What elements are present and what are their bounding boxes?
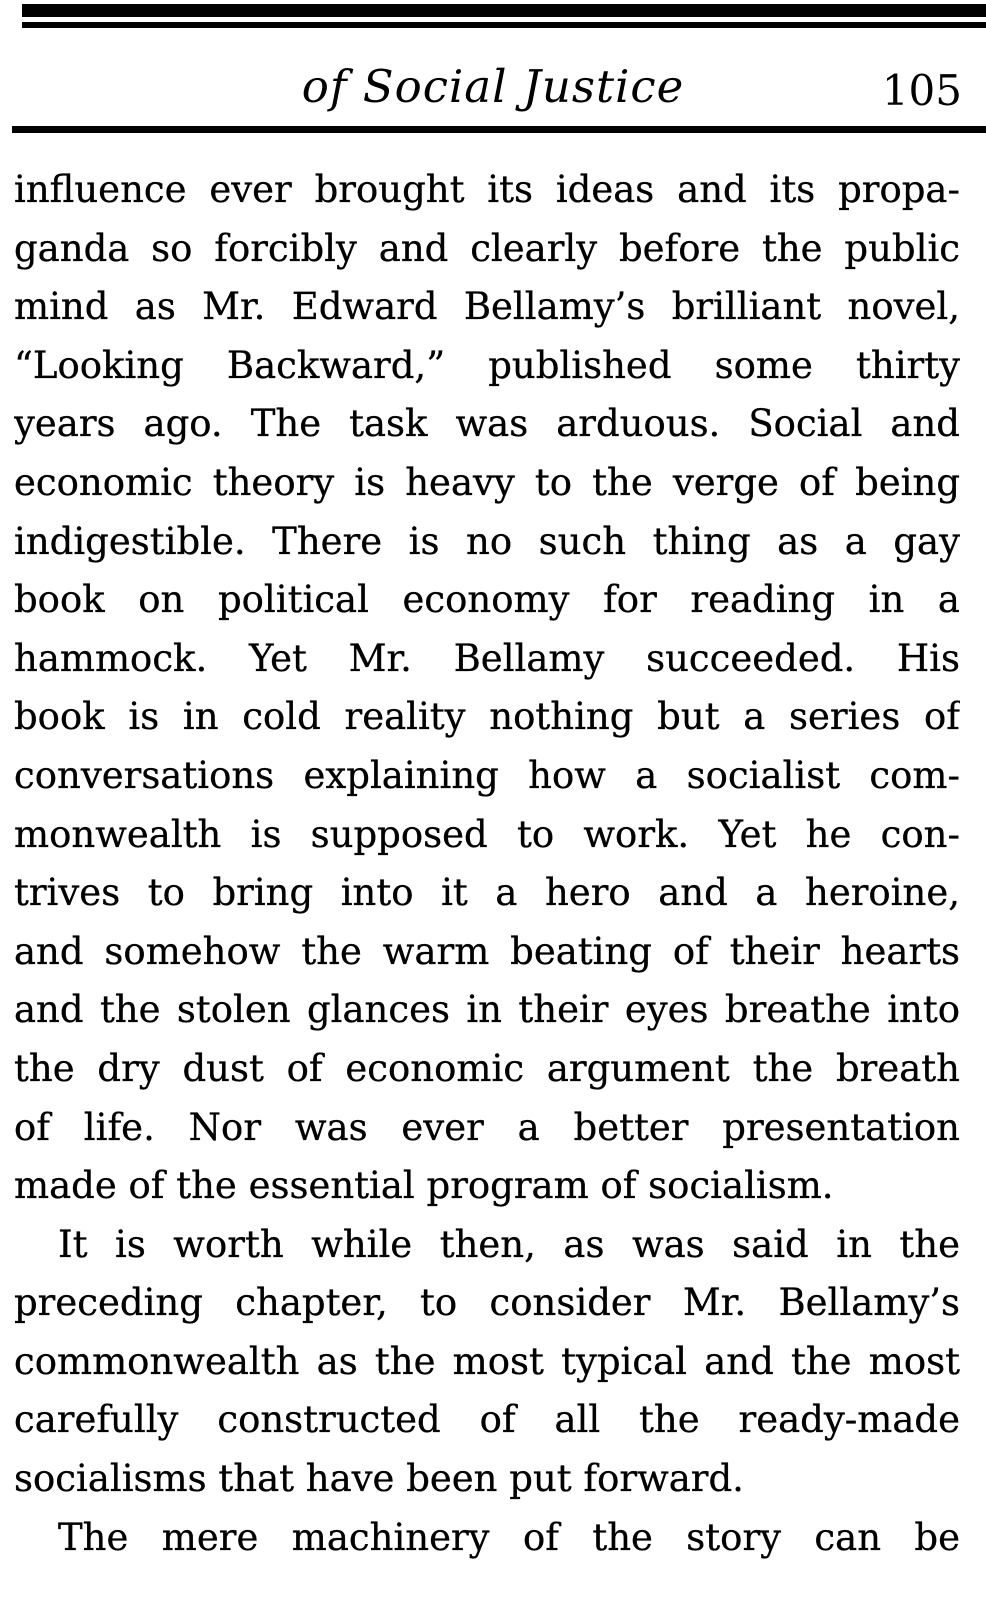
body-line: ganda so forcibly and clearly before the public: [14, 226, 960, 270]
body-line: of life. Nor was ever a better presentation: [14, 1105, 960, 1149]
running-header: [0, 58, 986, 120]
body-line: conversations explaining how a socialist com-: [14, 753, 960, 797]
body-line: and somehow the warm beating of their hearts: [14, 929, 960, 973]
body-line: hammock. Yet Mr. Bellamy succeeded. His: [14, 636, 960, 680]
body-line: carefully constructed of all the ready-made: [14, 1398, 960, 1442]
body-line: socialisms that have been put forward.: [14, 1457, 744, 1501]
body-line: book is in cold reality nothing but a series of: [14, 695, 960, 739]
body-line: commonwealth as the most typical and the most: [14, 1339, 960, 1383]
page-number: 105: [881, 66, 962, 115]
body-line: indigestible. There is no such thing as a gay: [14, 519, 960, 563]
body-line: It is worth while then, as was said in the: [58, 1222, 960, 1266]
body-text: [14, 161, 960, 1567]
body-line: trives to bring into it a hero and a heroine,: [14, 871, 960, 915]
body-line: and the stolen glances in their eyes breathe into: [14, 988, 960, 1032]
body-line: The mere machinery of the story can be: [58, 1515, 960, 1559]
body-line: influence ever brought its ideas and its propa-: [14, 168, 960, 211]
body-line: book on political economy for reading in a: [14, 578, 960, 622]
body-line: the dry dust of economic argument the breath: [14, 1046, 960, 1090]
body-line: years ago. The task was arduous. Social and: [14, 402, 960, 446]
body-line: economic theory is heavy to the verge of being: [14, 460, 960, 504]
header-rule: [12, 126, 986, 133]
body-line: monwealth is supposed to work. Yet he con-: [14, 812, 960, 856]
header-title: of Social Justice: [301, 60, 685, 113]
top-rule-thin: [22, 22, 986, 28]
body-line: made of the essential program of socialism.: [14, 1164, 834, 1208]
body-line: “Looking Backward,” published some thirty: [14, 343, 960, 387]
top-rule-thick: [22, 4, 986, 17]
body-line: preceding chapter, to consider Mr. Bellamy’s: [14, 1281, 960, 1325]
body-line: mind as Mr. Edward Bellamy’s brilliant novel,: [14, 285, 960, 329]
